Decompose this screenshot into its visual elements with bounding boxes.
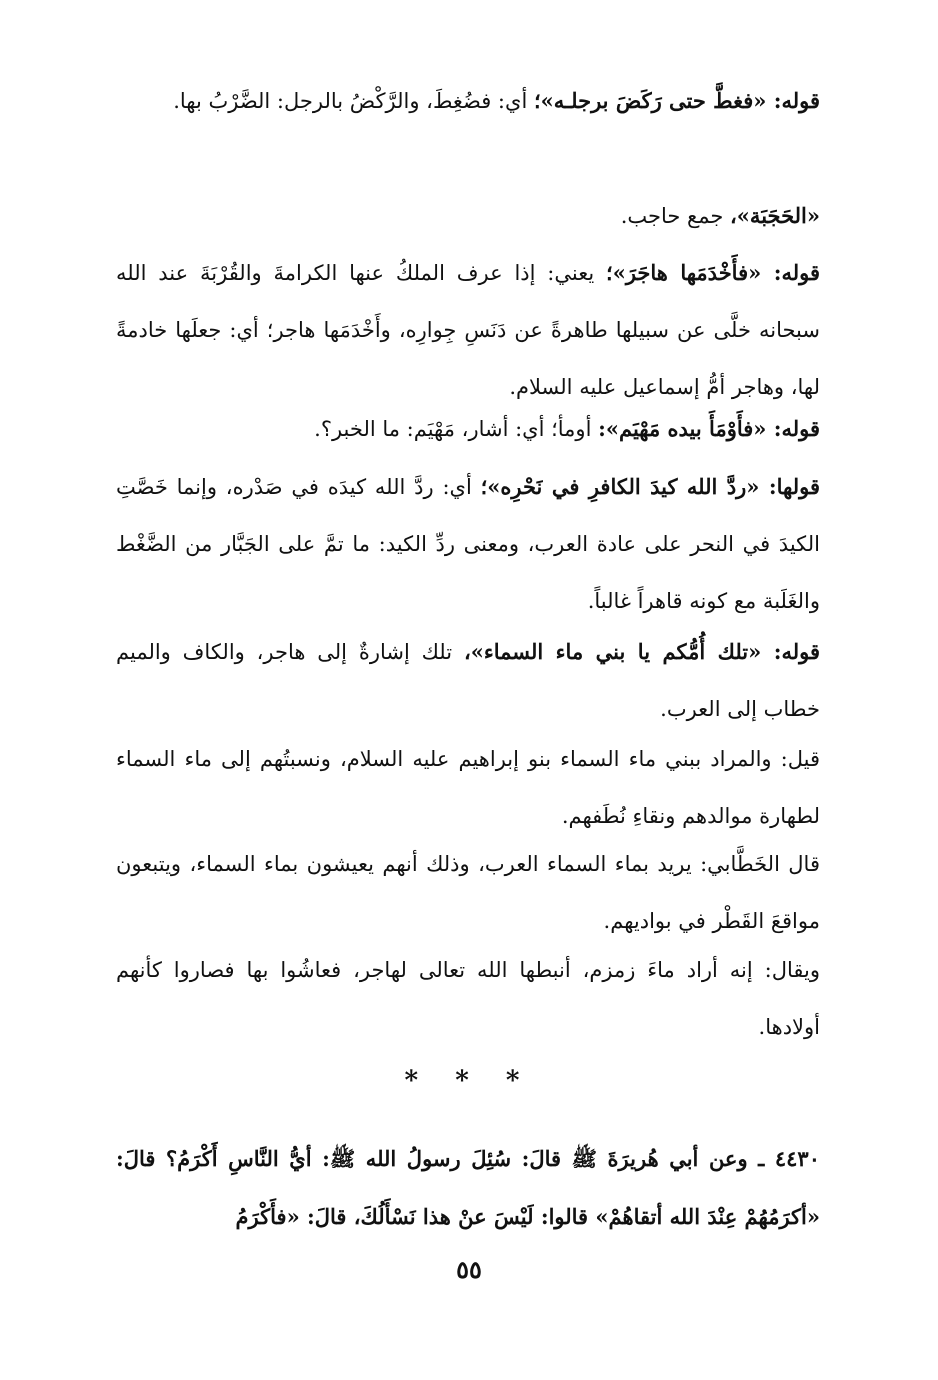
paragraph-text: أي: فضُغِطَ، والرَّكْضُ بالرجل: الضَّرْبُ بها.	[173, 89, 534, 113]
paragraph-lead: قوله: «فأَوْمَأَ بيده مَهْيَم»:	[598, 416, 820, 441]
section-separator: * * *	[404, 1066, 534, 1096]
paragraph-lead: قوله: «تلك أُمُّكم يا بني ماء السماء»،	[463, 639, 820, 664]
paragraph-text: ويقال: إنه أراد ماءَ زمزم، أنبطها الله تعالى لهاجر، فعاشُوا بها فصاروا كأنهم أولادها.	[116, 958, 820, 1039]
paragraph-text: أومأ؛ أي: أشار، مَهْيَم: ما الخبر؟.	[314, 417, 599, 441]
paragraph-khattabi	[116, 836, 820, 950]
paragraph-lead: قوله: «فأَخْدَمَها هاجَرَ»؛	[606, 260, 820, 285]
paragraph-text: تلك إشارةٌ إلى هاجر، والكاف والميم خطاب إلى العرب.	[116, 640, 820, 721]
paragraph-ummukum	[116, 623, 820, 738]
paragraph-hajaba	[116, 187, 820, 245]
paragraph-lead: قوله: «فغطَّ حتى رَكَضَ برجلـه»؛	[533, 88, 820, 113]
hadith-4430: ٤٤٣٠ ـ وعن أبي هُريرَةَ ﷺ قالَ: سُئِلَ رسولُ الله ﷺ: أيُّ النَّاسِ أَكْرَمُ؟ قالَ: «أكرَمُهُمْ عِنْدَ الله أتقاهُمْ» قالوا: لَيْسَ عنْ هذا نَسْأَلُكَ، قالَ: «فأَكْرَمُ	[116, 1146, 820, 1229]
paragraph-radda	[116, 458, 820, 630]
paragraph-lead: «الحَجَبَة»،	[730, 203, 820, 228]
page-number: ٥٥	[456, 1255, 482, 1284]
paragraph-text: أي: ردَّ الله كيدَه في صَدْره، وإنما خَصَّتِ الكيدَ في النحر على عادة العرب، ومعنى ردِّ الكيد: ما تمَّ على الجَبَّار من الضَّغْط والغَلَبة مع كونه قاهراً غالباً.	[116, 475, 820, 613]
paragraph-lead: قولها: «ردَّ الله كيدَ الكافرِ في نَحْرِه»؛	[480, 474, 820, 499]
paragraph-akhdamaha	[116, 244, 820, 416]
paragraph-text: جمع حاجب.	[620, 204, 731, 228]
paragraph-ghatta	[116, 72, 820, 130]
paragraph-awma	[116, 400, 820, 458]
paragraph-text: قيل: والمراد ببني ماء السماء بنو إبراهيم عليه السلام، ونسبتُهم إلى ماء السماء لطهارة موالدهم ونقاءِ نُطَفهم.	[116, 747, 820, 828]
paragraph-qila	[116, 731, 820, 845]
paragraph-zamzam	[116, 942, 820, 1056]
paragraph-text: يعني: إذا عرف الملكُ عنها الكرامةَ والقُرْبَةَ عند الله سبحانه خلَّى عن سبيلها طاهرةً عن دَنَسِ جِوارِه، وأَخْدَمَها هاجر؛ أي: جعلَها خادمةً لها، وهاجر أمُّ إسماعيل عليه السلام.	[116, 261, 820, 399]
paragraph-text: قال الخَطَّابي: يريد بماء السماء العرب، وذلك أنهم يعيشون بماء السماء، ويتبعون مواقعَ القَطْر في بواديهم.	[116, 852, 820, 933]
